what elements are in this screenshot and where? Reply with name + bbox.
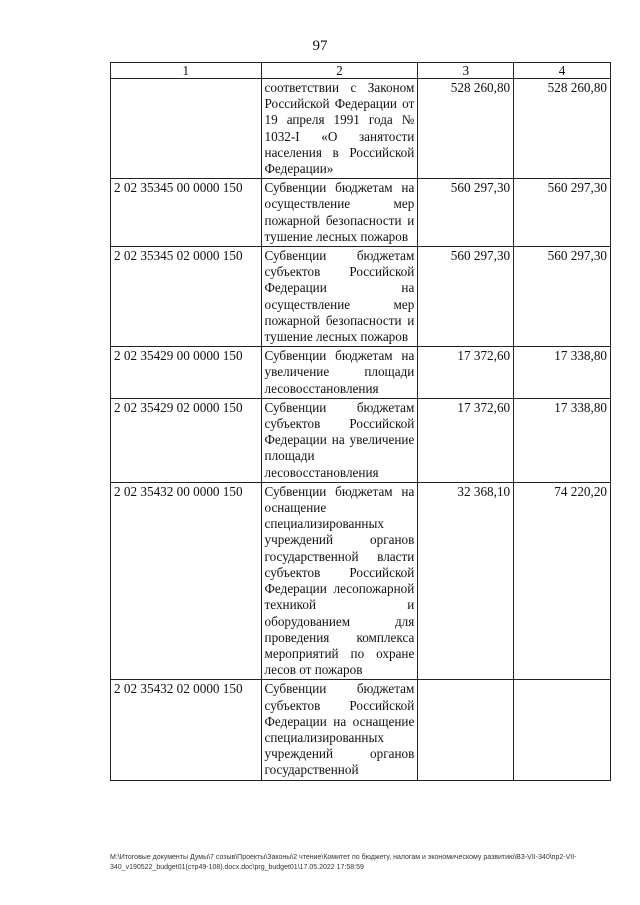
amount-col3-cell: 560 297,30: [418, 179, 514, 247]
item-name-cell: Субвенции бюджетам субъектов Российской Федерации на осуществление мер пожарной безопасности и тушение лесных пожаров: [261, 247, 418, 347]
budget-code-cell: 2 02 35432 02 0000 150: [111, 680, 262, 780]
table-row: [111, 482, 611, 679]
amount-col4-cell: 528 260,80: [514, 79, 611, 179]
table-row: [111, 680, 611, 780]
budget-code-cell: 2 02 35345 02 0000 150: [111, 247, 262, 347]
amount-col4-cell: 17 338,80: [514, 347, 611, 399]
amount-col3-cell: [418, 680, 514, 780]
column-header-1: 1: [111, 63, 262, 79]
item-name-cell: Субвенции бюджетам на осуществление мер пожарной безопасности и тушение лесных пожаров: [261, 179, 418, 247]
budget-code-cell: [111, 79, 262, 179]
amount-col3-cell: 32 368,10: [418, 482, 514, 679]
table-row: [111, 347, 611, 399]
item-name-cell: Субвенции бюджетам на увеличение площади лесовосстановления: [261, 347, 418, 399]
budget-code-cell: 2 02 35429 02 0000 150: [111, 398, 262, 482]
budget-code-cell: 2 02 35345 00 0000 150: [111, 179, 262, 247]
item-name-cell: Субвенции бюджетам на оснащение специализированных учреждений органов государственной власти субъектов Российской Федерации лесопожарной техникой и оборудованием для проведения комплекса мероприятий по охране лесов от пожаров: [261, 482, 418, 679]
amount-col4-cell: 74 220,20: [514, 482, 611, 679]
amount-col4-cell: 17 338,80: [514, 398, 611, 482]
page-number: 97: [312, 38, 328, 54]
table-row: [111, 398, 611, 482]
amount-col3-cell: 17 372,60: [418, 398, 514, 482]
budget-table: [110, 62, 611, 781]
header-row: [111, 63, 611, 79]
table-row: [111, 79, 611, 179]
amount-col4-cell: [514, 680, 611, 780]
item-name-cell: соответствии с Законом Российской Федерации от 19 апреля 1991 года № 1032-I «О занятости населения в Российской Федерации»: [261, 79, 418, 179]
amount-col4-cell: 560 297,30: [514, 179, 611, 247]
budget-code-cell: 2 02 35432 00 0000 150: [111, 482, 262, 679]
amount-col3-cell: 560 297,30: [418, 247, 514, 347]
item-name-cell: Субвенции бюджетам субъектов Российской Федерации на оснащение специализированных учреждений органов государственной: [261, 680, 418, 780]
item-name-cell: Субвенции бюджетам субъектов Российской Федерации на увеличение площади лесовосстановления: [261, 398, 418, 482]
amount-col4-cell: 560 297,30: [514, 247, 611, 347]
amount-col3-cell: 528 260,80: [418, 79, 514, 179]
table-row: [111, 247, 611, 347]
amount-col3-cell: 17 372,60: [418, 347, 514, 399]
column-header-2: 2: [261, 63, 418, 79]
file-path-footer: M:\Итоговые документы Думы\7 созыв\Проекты\Законы\2 чтение\Комитет по бюджету, налогам и экономическому развитию\ВЗ-VII-340\пр2-VII-340_v190522_budget01(стр49-108).docx.doc\prg_budget01\17.05.2022 17:58:59: [110, 854, 577, 871]
column-header-4: 4: [514, 63, 611, 79]
budget-code-cell: 2 02 35429 00 0000 150: [111, 347, 262, 399]
column-header-3: 3: [418, 63, 514, 79]
table-row: [111, 179, 611, 247]
